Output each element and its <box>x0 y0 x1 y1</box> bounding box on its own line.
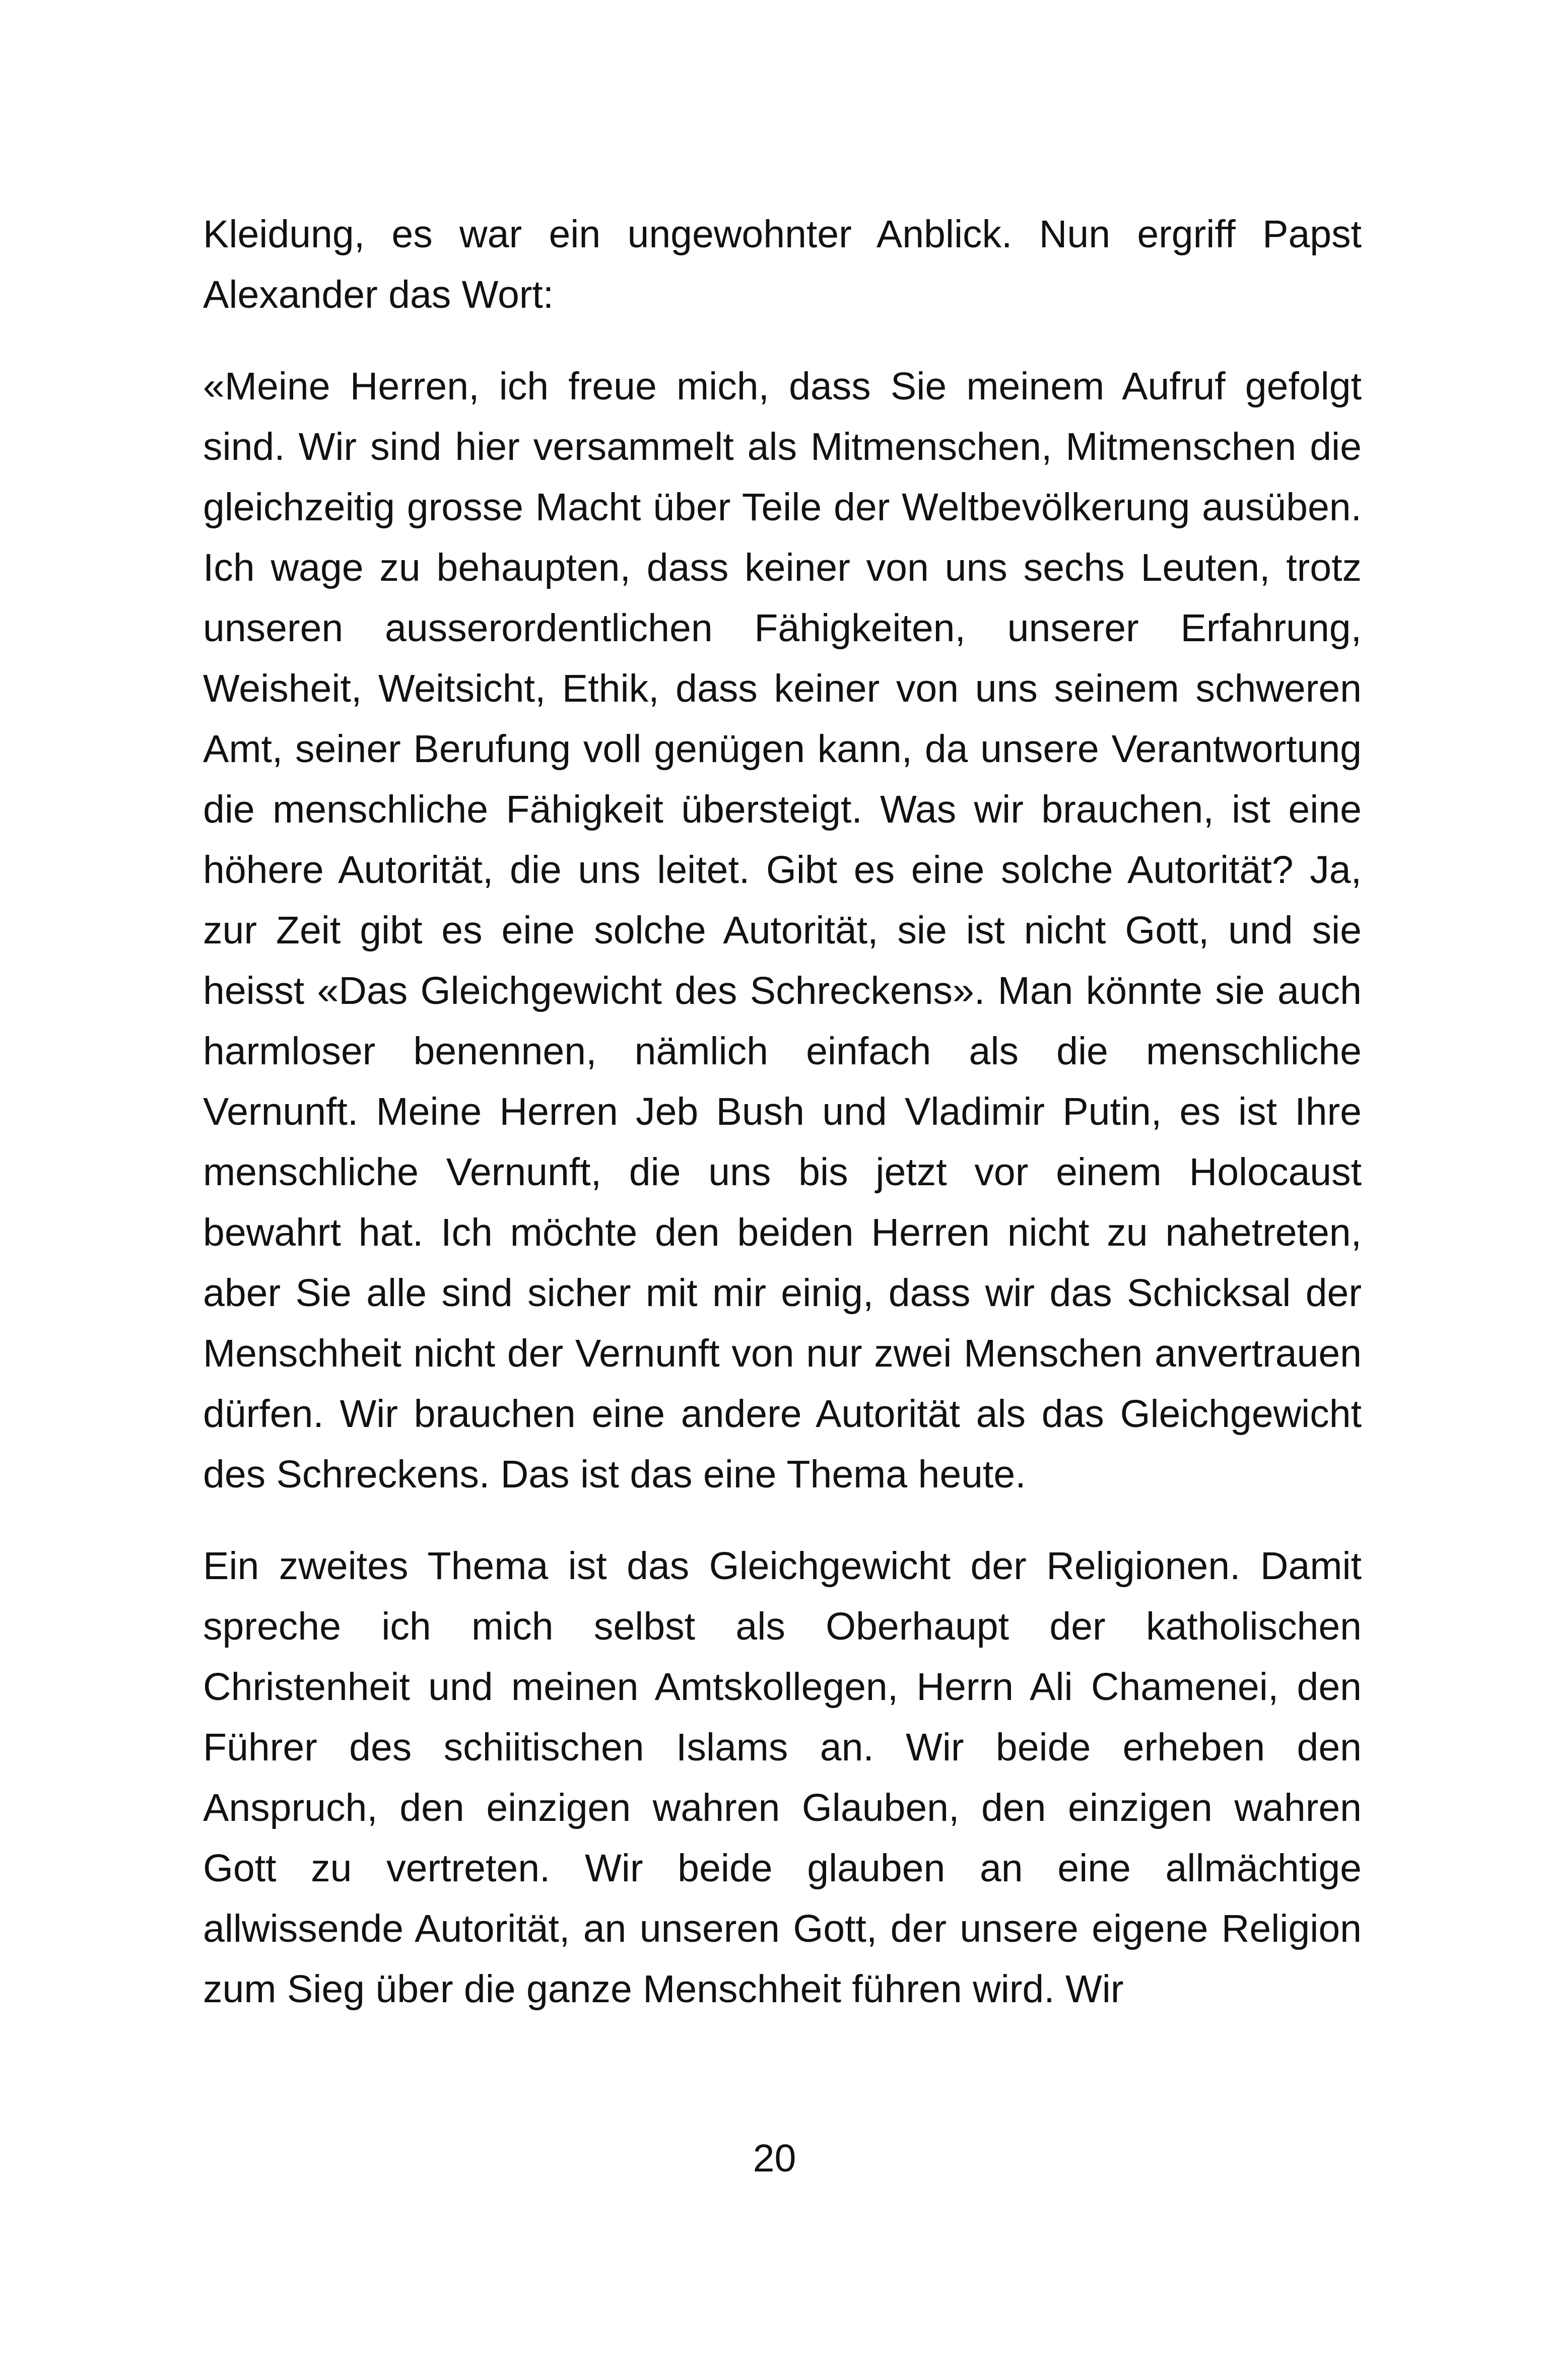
paragraph-3: Ein zweites Thema ist das Gleichgewicht der Religionen. Damit spreche ich mich selbst als Oberhaupt der katholischen Christenheit und meinen Amtskollegen, Herrn Ali Chamenei, den Führer des schiitischen Islams an. Wir beide erheben den Anspruch, den einzigen wahren Glauben, den einzigen wahren Gott zu vertreten. Wir beide glauben an eine allmächtige allwissende Autorität, an unseren Gott, der unsere eigene Religion zum Sieg über die ganze Menschheit führen wird. Wir <box>203 1544 1362 2011</box>
body-text <box>203 204 1362 2019</box>
page-number: 20 <box>753 2137 796 2180</box>
paragraph-2: «Meine Herren, ich freue mich, dass Sie meinem Aufruf gefolgt sind. Wir sind hier versammelt als Mitmenschen, Mitmenschen die gleichzeitig grosse Macht über Teile der Weltbevölkerung ausüben. Ich wage zu behaupten, dass keiner von uns sechs Leuten, trotz unseren ausserordentlichen Fähigkeiten, unserer Erfahrung, Weisheit, Weitsicht, Ethik, dass keiner von uns seinem schweren Amt, seiner Berufung voll genügen kann, da unsere Verantwortung die menschliche Fähigkeit übersteigt. Was wir brauchen, ist eine höhere Autorität, die uns leitet. Gibt es eine solche Autorität? Ja, zur Zeit gibt es eine solche Autorität, sie ist nicht Gott, und sie heisst «Das Gleichgewicht des Schreckens». Man könnte sie auch harmloser benennen, nämlich einfach als die menschliche Vernunft. Meine Herren Jeb Bush und Vladimir Putin, es ist Ihre menschliche Vernunft, die uns bis jetzt vor einem Holocaust bewahrt hat. Ich möchte den beiden Herren nicht zu nahetreten, aber Sie alle sind sicher mit mir einig, dass wir das Schicksal der Menschheit nicht der Vernunft von nur zwei Menschen anvertrauen dürfen. Wir brauchen eine andere Autorität als das Gleichgewicht des Schreckens. Das ist das eine Thema heute. <box>203 365 1362 1496</box>
paragraph-1: Kleidung, es war ein ungewohnter Anblick. Nun ergriff Papst Alexander das Wort: <box>203 213 1362 316</box>
